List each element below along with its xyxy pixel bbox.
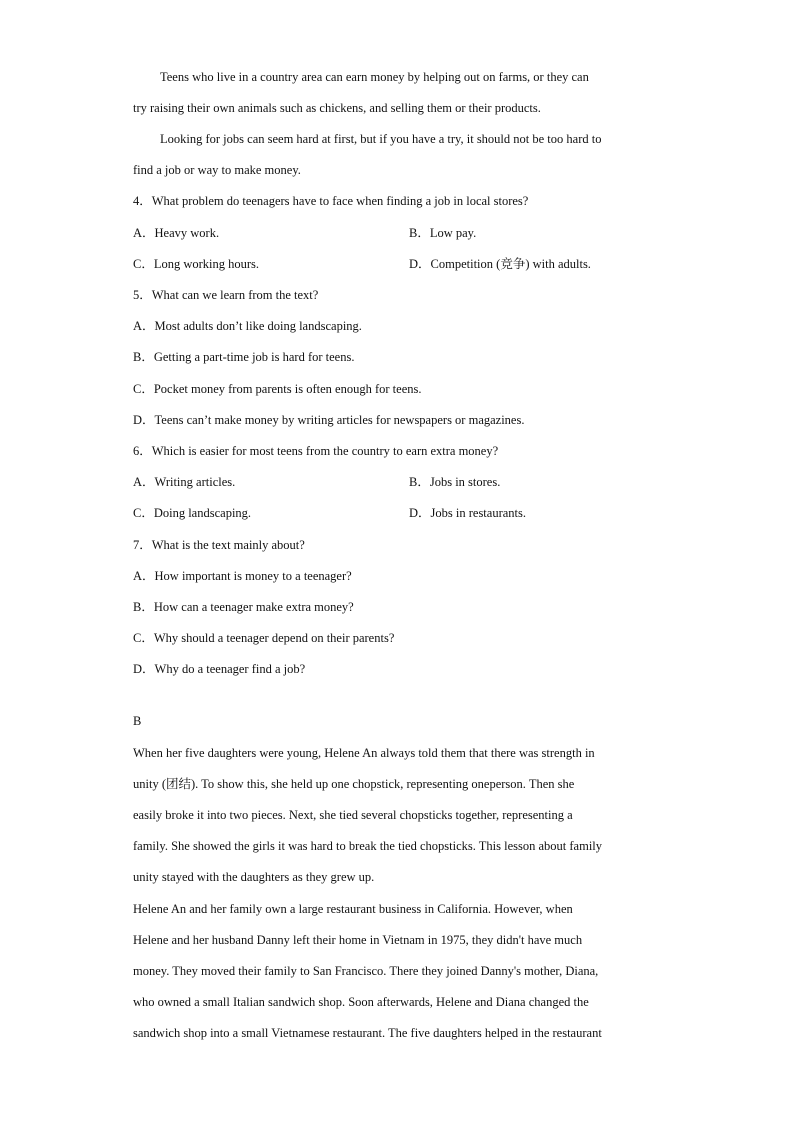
question-4-option-b: B．Low pay. [409,226,477,240]
section-b-line: easily broke it into two pieces. Next, she tied several chopsticks together, representing a [133,808,573,822]
passage-a-paragraph-1-line-1: Teens who live in a country area can earn money by helping out on farms, or they can [160,70,589,84]
question-7-option-c: C．Why should a teenager depend on their parents? [133,631,395,645]
section-b-line: unity stayed with the daughters as they grew up. [133,870,375,884]
question-5-option-b: B．Getting a part-time job is hard for teens. [133,350,355,364]
question-6-option-b: B．Jobs in stores. [409,475,501,489]
question-6-option-c: C．Doing landscaping. [133,506,252,520]
question-4-option-d: D．Competition (竞争) with adults. [409,257,591,271]
passage-a-paragraph-2-line-1: Looking for jobs can seem hard at first, but if you have a try, it should not be too hard to [160,132,602,146]
question-7-option-b: B．How can a teenager make extra money? [133,600,354,614]
question-5-option-c: C．Pocket money from parents is often enough for teens. [133,382,422,396]
question-6-option-d: D．Jobs in restaurants. [409,506,526,520]
question-7-option-d: D．Why do a teenager find a job? [133,662,306,676]
section-b-line: money. They moved their family to San Francisco. There they joined Danny's mother, Diana, [133,964,599,978]
question-7-stem: 7．What is the text mainly about? [133,538,305,552]
passage-a-paragraph-2-line-2: find a job or way to make money. [133,163,301,177]
section-b-line: Helene and her husband Danny left their home in Vietnam in 1975, they didn't have much [133,933,583,947]
question-4-stem: 4．What problem do teenagers have to face when finding a job in local stores? [133,194,529,208]
question-4-option-a: A．Heavy work. [133,226,220,240]
section-b-line: who owned a small Italian sandwich shop. Soon afterwards, Helene and Diana changed the [133,995,589,1009]
question-5-option-a: A．Most adults don’t like doing landscaping. [133,319,362,333]
question-4-option-c: C．Long working hours. [133,257,260,271]
question-6-option-a: A．Writing articles. [133,475,236,489]
section-b-line: unity (团结). To show this, she held up one chopstick, representing oneperson. Then she [133,777,575,791]
question-5-stem: 5．What can we learn from the text? [133,288,319,302]
section-b-line: Helene An and her family own a large restaurant business in California. However, when [133,902,573,916]
section-b-label: B [133,714,142,728]
question-5-option-d: D．Teens can’t make money by writing articles for newspapers or magazines. [133,413,525,427]
section-b-line: When her five daughters were young, Helene An always told them that there was strength in [133,746,595,760]
question-7-option-a: A．How important is money to a teenager? [133,569,352,583]
section-b-line: sandwich shop into a small Vietnamese restaurant. The five daughters helped in the restaurant [133,1026,602,1040]
passage-a-paragraph-1-line-2: try raising their own animals such as chickens, and selling them or their products. [133,101,541,115]
question-6-stem: 6．Which is easier for most teens from the country to earn extra money? [133,444,499,458]
section-b-line: family. She showed the girls it was hard to break the tied chopsticks. This lesson about family [133,839,603,853]
